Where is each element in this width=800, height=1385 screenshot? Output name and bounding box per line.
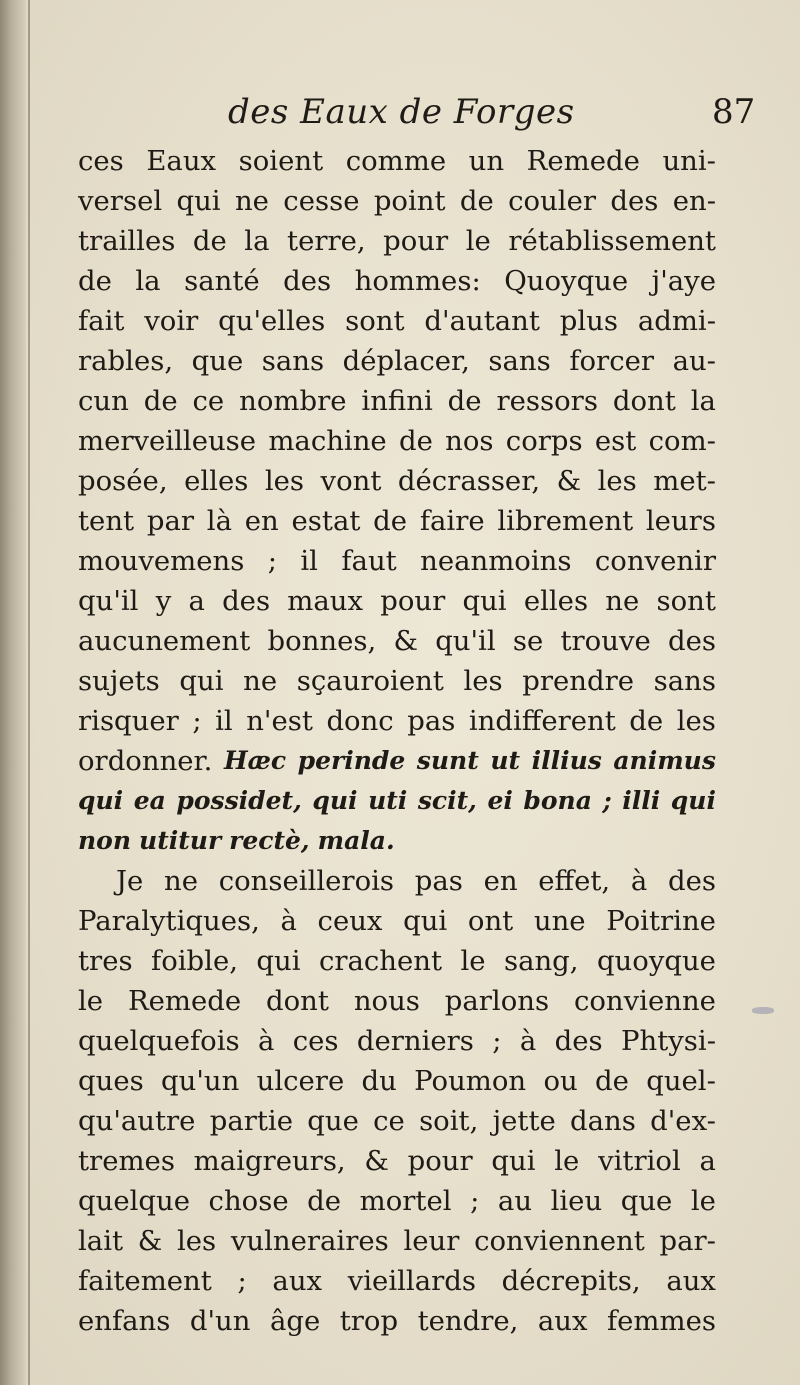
word: soit,	[419, 1105, 479, 1137]
word: âge	[269, 1305, 321, 1337]
word: de	[595, 1065, 629, 1097]
word: dont	[266, 985, 329, 1017]
word: par-	[659, 1225, 716, 1257]
word: maigreurs,	[193, 1145, 346, 1177]
word: admi-	[637, 305, 716, 337]
word: du	[361, 1065, 397, 1097]
word: lait	[78, 1225, 124, 1257]
word: aux	[666, 1265, 716, 1297]
word: merveilleuse	[78, 425, 257, 457]
word: en	[483, 865, 518, 897]
text-line	[78, 421, 716, 461]
word: un	[468, 145, 505, 177]
word: couler	[508, 185, 597, 217]
text-line	[78, 1261, 716, 1301]
word: qu'il	[78, 585, 139, 617]
word: Eaux	[146, 145, 217, 177]
text-line	[78, 141, 716, 181]
text-line	[78, 1061, 716, 1101]
word: partie	[209, 1105, 293, 1137]
text-line	[78, 221, 716, 261]
word: d'un	[189, 1305, 251, 1337]
word: vont	[320, 465, 382, 497]
word: indifferent	[468, 705, 616, 737]
word: ce	[192, 385, 225, 417]
word: qu'elles	[218, 305, 326, 337]
word: de	[629, 705, 664, 737]
word: fait	[78, 305, 125, 337]
word: Paralytiques,	[78, 905, 260, 937]
word: a	[699, 1145, 716, 1177]
italic-word: animus	[613, 746, 716, 775]
word: d'ex-	[650, 1105, 716, 1137]
word: tres	[78, 945, 133, 977]
word: de	[373, 505, 408, 537]
italic-word: perinde	[297, 746, 406, 775]
word: mortel	[359, 1185, 452, 1217]
italic-word: possidet,	[176, 786, 302, 815]
word: corps	[505, 425, 583, 457]
word: ques	[78, 1065, 144, 1097]
italic-word: ;	[602, 786, 612, 815]
word: maux	[287, 585, 363, 617]
word: des	[667, 865, 716, 897]
italic-word: ut	[490, 746, 521, 775]
word: de	[459, 185, 494, 217]
word: sans	[488, 345, 551, 377]
word: a	[188, 585, 205, 617]
italic-word: rectè,	[229, 826, 310, 855]
word: enfans	[78, 1305, 171, 1337]
text-line	[78, 461, 716, 501]
word: dans	[570, 1105, 636, 1137]
word: une	[533, 905, 586, 937]
word: Poumon	[414, 1065, 527, 1097]
italic-word: uti	[368, 786, 408, 815]
italic-word: Hæc	[223, 746, 287, 775]
word: décrasser,	[397, 465, 541, 497]
text-line	[78, 981, 716, 1021]
word: qu'autre	[78, 1105, 196, 1137]
word: elles	[523, 585, 589, 617]
word: &	[393, 625, 418, 657]
word: de	[143, 385, 178, 417]
word: à	[280, 905, 297, 937]
word: elles	[184, 465, 249, 497]
word: ces	[78, 145, 124, 177]
word: nos	[445, 425, 494, 457]
word: le	[465, 225, 491, 257]
italic-word: bona	[523, 786, 592, 815]
word: à	[519, 1025, 537, 1057]
word: quoyque	[596, 945, 716, 977]
word: convienne	[573, 985, 716, 1017]
text-line	[78, 301, 716, 341]
word: ulcere	[256, 1065, 345, 1097]
word: hommes:	[354, 265, 481, 297]
word: ne	[243, 665, 278, 697]
word: qu'un	[161, 1065, 240, 1097]
word: pour	[383, 225, 449, 257]
italic-word: non	[78, 826, 132, 855]
word: comme	[345, 145, 447, 177]
word: vitriol	[598, 1145, 681, 1177]
word: de	[307, 1185, 342, 1217]
word: Je	[116, 865, 144, 897]
word: faitement	[78, 1265, 212, 1297]
binding-edge	[0, 0, 26, 1385]
text-line	[78, 501, 716, 541]
word: chose	[208, 1185, 289, 1217]
word: par	[146, 505, 195, 537]
word: quelquefois	[78, 1025, 240, 1057]
word: ne	[164, 865, 199, 897]
word: soient	[238, 145, 324, 177]
italic-word: scit,	[417, 786, 477, 815]
word: là	[206, 505, 232, 537]
word: tent	[78, 505, 135, 537]
word: vulneraires	[230, 1225, 389, 1257]
word: n'est	[246, 705, 313, 737]
word: d'autant	[424, 305, 540, 337]
word: estat	[291, 505, 361, 537]
word: des	[667, 625, 716, 657]
italic-word: ei	[487, 786, 513, 815]
word: j'aye	[651, 265, 716, 297]
word: déplacer,	[342, 345, 470, 377]
word: ordonner.	[78, 745, 213, 777]
word: met-	[653, 465, 716, 497]
word: Poitrine	[606, 905, 716, 937]
page-header	[0, 92, 800, 142]
word: tremes	[78, 1145, 175, 1177]
text-line	[78, 741, 716, 781]
italic-word: illius	[531, 746, 602, 775]
word: des	[222, 585, 271, 617]
word: en	[244, 505, 279, 537]
word: le	[690, 1185, 716, 1217]
word: nous	[353, 985, 420, 1017]
word: sans	[653, 665, 716, 697]
word: des	[610, 185, 659, 217]
word: ;	[470, 1185, 480, 1217]
word: bonnes,	[267, 625, 377, 657]
text-line	[78, 1221, 716, 1261]
word: sont	[345, 305, 405, 337]
word: aux	[537, 1305, 588, 1337]
word: sans	[261, 345, 325, 377]
text-line	[78, 261, 716, 301]
word: derniers	[356, 1025, 474, 1057]
word: com-	[648, 425, 716, 457]
word: ne	[605, 585, 640, 617]
word: cesse	[283, 185, 360, 217]
word: quelque	[78, 1185, 190, 1217]
word: ressors	[496, 385, 598, 417]
word: qui	[491, 1145, 536, 1177]
word: la	[690, 385, 716, 417]
word: de	[192, 225, 227, 257]
text-line	[78, 181, 716, 221]
word: versel	[78, 185, 163, 217]
text-line	[78, 661, 716, 701]
word: &	[556, 465, 582, 497]
word: effet,	[538, 865, 611, 897]
word: il	[300, 545, 318, 577]
word: il	[215, 705, 233, 737]
word: rables,	[78, 345, 174, 377]
word: le	[78, 985, 104, 1017]
word: infini	[361, 385, 433, 417]
word: vieillards	[347, 1265, 476, 1297]
text-line	[78, 781, 716, 821]
word: ;	[237, 1265, 247, 1297]
word: les	[597, 465, 637, 497]
word: de	[78, 265, 112, 297]
text-line	[78, 701, 716, 741]
word: rétablissement	[508, 225, 716, 257]
word: voir	[144, 305, 199, 337]
word: décrepits,	[501, 1265, 641, 1297]
word: les	[176, 1225, 217, 1257]
word: la	[244, 225, 270, 257]
word: trailles	[78, 225, 176, 257]
word: ;	[267, 545, 277, 577]
word: que	[191, 345, 244, 377]
word: leurs	[645, 505, 716, 537]
word: prendre	[522, 665, 634, 697]
word: la	[135, 265, 161, 297]
word: donc	[326, 705, 394, 737]
italic-word: mala.	[317, 826, 395, 855]
word: qui	[462, 585, 507, 617]
text-line	[78, 861, 716, 901]
word: neanmoins	[420, 545, 572, 577]
word: pas	[407, 705, 456, 737]
word: aucunement	[78, 625, 251, 657]
page-number: 87	[712, 92, 756, 132]
word: terre,	[287, 225, 366, 257]
word: sçauroient	[296, 665, 444, 697]
word: ;	[492, 1025, 502, 1057]
word: des	[554, 1025, 603, 1057]
word: ne	[234, 185, 269, 217]
word: Remede	[127, 985, 242, 1017]
italic-word: ea	[133, 786, 166, 815]
running-title: des Eaux de Forges	[228, 92, 575, 132]
word: ce	[373, 1105, 405, 1137]
word: les	[676, 705, 716, 737]
text-line	[78, 581, 716, 621]
word: qui	[179, 665, 224, 697]
word: crachent	[318, 945, 443, 977]
text-line	[78, 1021, 716, 1061]
word: y	[155, 585, 172, 617]
text-line	[78, 381, 716, 421]
word: sang,	[503, 945, 579, 977]
italic-word: utitur	[139, 826, 222, 855]
word: le	[460, 945, 486, 977]
word: ;	[192, 705, 202, 737]
word: qui	[256, 945, 301, 977]
word: pour	[380, 585, 446, 617]
word: ces	[292, 1025, 339, 1057]
word: uni-	[662, 145, 716, 177]
word: Phtysi-	[620, 1025, 716, 1057]
word: leur	[403, 1225, 460, 1257]
word: conviennent	[474, 1225, 645, 1257]
italic-word: illi	[622, 786, 661, 815]
text-line	[78, 341, 716, 381]
word: à	[630, 865, 648, 897]
text-line	[78, 901, 716, 941]
binding-line	[28, 0, 30, 1385]
word: trouve	[560, 625, 651, 657]
word: au-	[672, 345, 716, 377]
text-line	[78, 1181, 716, 1221]
word: risquer	[78, 705, 179, 737]
word: de	[398, 425, 433, 457]
word: le	[554, 1145, 580, 1177]
word: dont	[612, 385, 676, 417]
text-line	[78, 621, 716, 661]
word: ou	[543, 1065, 578, 1097]
word: aux	[272, 1265, 323, 1297]
italic-word: qui	[78, 786, 124, 815]
italic-word: qui	[312, 786, 358, 815]
word: forcer	[569, 345, 655, 377]
word: mouvemens	[78, 545, 245, 577]
word: au	[497, 1185, 533, 1217]
word: femmes	[606, 1305, 716, 1337]
word: sujets	[78, 665, 160, 697]
word: ont	[467, 905, 514, 937]
word: &	[137, 1225, 163, 1257]
word: que	[307, 1105, 359, 1137]
word: convenir	[594, 545, 716, 577]
word: Remede	[526, 145, 640, 177]
word: en-	[672, 185, 716, 217]
paper-speck	[752, 1007, 774, 1014]
word: faire	[419, 505, 485, 537]
word: faut	[341, 545, 397, 577]
word: machine	[268, 425, 387, 457]
word: lieu	[550, 1185, 603, 1217]
word: point	[373, 185, 446, 217]
text-line	[78, 1301, 716, 1341]
text-line	[78, 941, 716, 981]
word: à	[257, 1025, 275, 1057]
word: plus	[559, 305, 618, 337]
word: qu'il	[435, 625, 496, 657]
word: jette	[492, 1105, 556, 1137]
word: &	[364, 1145, 389, 1177]
word: Quoyque	[504, 265, 629, 297]
word: les	[463, 665, 503, 697]
word: qui	[403, 905, 448, 937]
text-line	[78, 541, 716, 581]
word: sont	[656, 585, 716, 617]
word: se	[512, 625, 544, 657]
text-line	[78, 1101, 716, 1141]
text-line	[78, 1141, 716, 1181]
word: parlons	[444, 985, 550, 1017]
word: pas	[414, 865, 463, 897]
text-line	[78, 821, 716, 861]
word: que	[620, 1185, 673, 1217]
word: santé	[184, 265, 260, 297]
word: les	[264, 465, 305, 497]
word: posée,	[78, 465, 168, 497]
word: librement	[497, 505, 634, 537]
word: cun	[78, 385, 129, 417]
word: conseillerois	[218, 865, 395, 897]
word: qui	[176, 185, 221, 217]
italic-word: sunt	[416, 746, 479, 775]
word: est	[594, 425, 637, 457]
word: nombre	[239, 385, 347, 417]
italic-word: qui	[670, 786, 716, 815]
word: des	[283, 265, 332, 297]
word: trop	[339, 1305, 399, 1337]
word: foible,	[151, 945, 238, 977]
word: ceux	[317, 905, 383, 937]
body-text	[78, 141, 716, 1341]
word: pour	[407, 1145, 473, 1177]
word: de	[447, 385, 482, 417]
word: tendre,	[417, 1305, 519, 1337]
word: quel-	[646, 1065, 716, 1097]
